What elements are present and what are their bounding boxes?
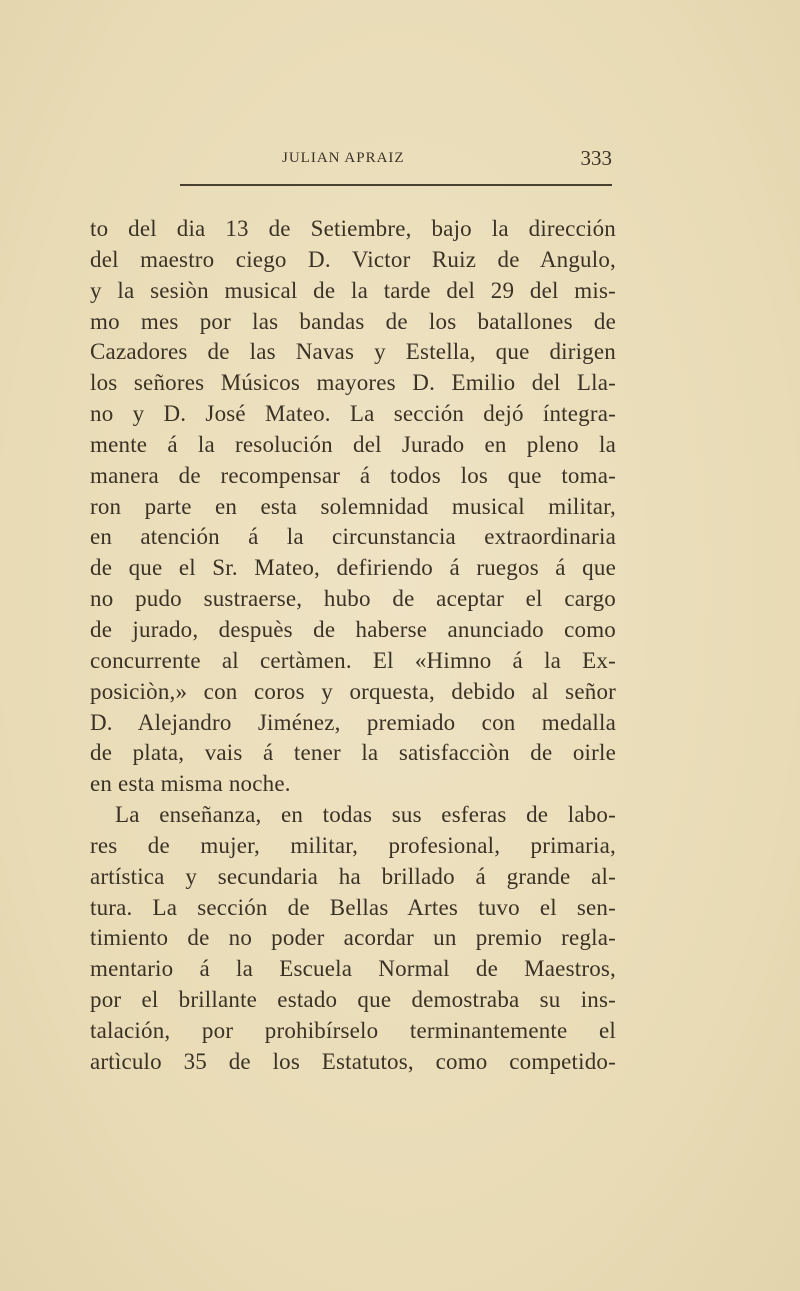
text-line: talación, por prohibírselo terminantemente el (90, 1017, 616, 1043)
text-line: no y D. José Mateo. La sección dejó íntegra- (90, 401, 616, 427)
text-line: to del dia 13 de Setiembre, bajo la dirección (90, 216, 616, 241)
text-line: del maestro ciego D. Victor Ruiz de Angulo, (90, 246, 616, 272)
text-line: los señores Músicos mayores D. Emilio del Lla- (90, 370, 616, 396)
text-line: res de mujer, militar, profesional, primaria, (90, 832, 616, 858)
text-line: Cazadores de las Navas y Estella, que dirigen (90, 339, 616, 365)
text-line: mo mes por las bandas de los batallones de (90, 308, 616, 334)
text-line: de jurado, despuès de haberse anunciado como (90, 616, 616, 642)
text-line: D. Alejandro Jiménez, premiado con medalla (90, 709, 616, 735)
text-line: posiciòn,» con coros y orquesta, debido al señor (90, 678, 616, 704)
header-rule (180, 184, 612, 186)
text-line: mentario á la Escuela Normal de Maestros, (90, 956, 616, 982)
text-line: de plata, vais á tener la satisfacciòn de oirle (90, 740, 616, 766)
text-line: no pudo sustraerse, hubo de aceptar el cargo (90, 586, 616, 612)
text-line: de que el Sr. Mateo, defiriendo á ruegos á que (90, 555, 616, 581)
text-line: tura. La sección de Bellas Artes tuvo el sen- (90, 894, 616, 920)
page-header (180, 146, 612, 174)
text-line: artística y secundaria ha brillado á grande al- (90, 863, 616, 889)
text-line: manera de recompensar á todos los que toma- (90, 462, 616, 488)
text-line: mente á la resolución del Jurado en pleno la (90, 431, 616, 457)
running-title: JULIAN APRAIZ (282, 150, 405, 166)
body-text (90, 214, 616, 1078)
text-line: concurrente al certàmen. El «Himno á la Ex- (90, 647, 616, 673)
text-line: en atención á la circunstancia extraordinaria (90, 524, 616, 550)
text-line: timiento de no poder acordar un premio regla- (90, 925, 616, 951)
text-line: artìculo 35 de los Estatutos, como competido- (90, 1048, 616, 1074)
text-line: ron parte en esta solemnidad musical militar, (90, 493, 616, 519)
text-line: por el brillante estado que demostraba su ins- (90, 987, 616, 1013)
text-line: La enseñanza, en todas sus esferas de labo- (115, 802, 616, 828)
text-line: y la sesiòn musical de la tarde del 29 del mis- (90, 277, 616, 303)
text-line: en esta misma noche. (90, 771, 291, 797)
page-number: 333 (580, 146, 612, 170)
